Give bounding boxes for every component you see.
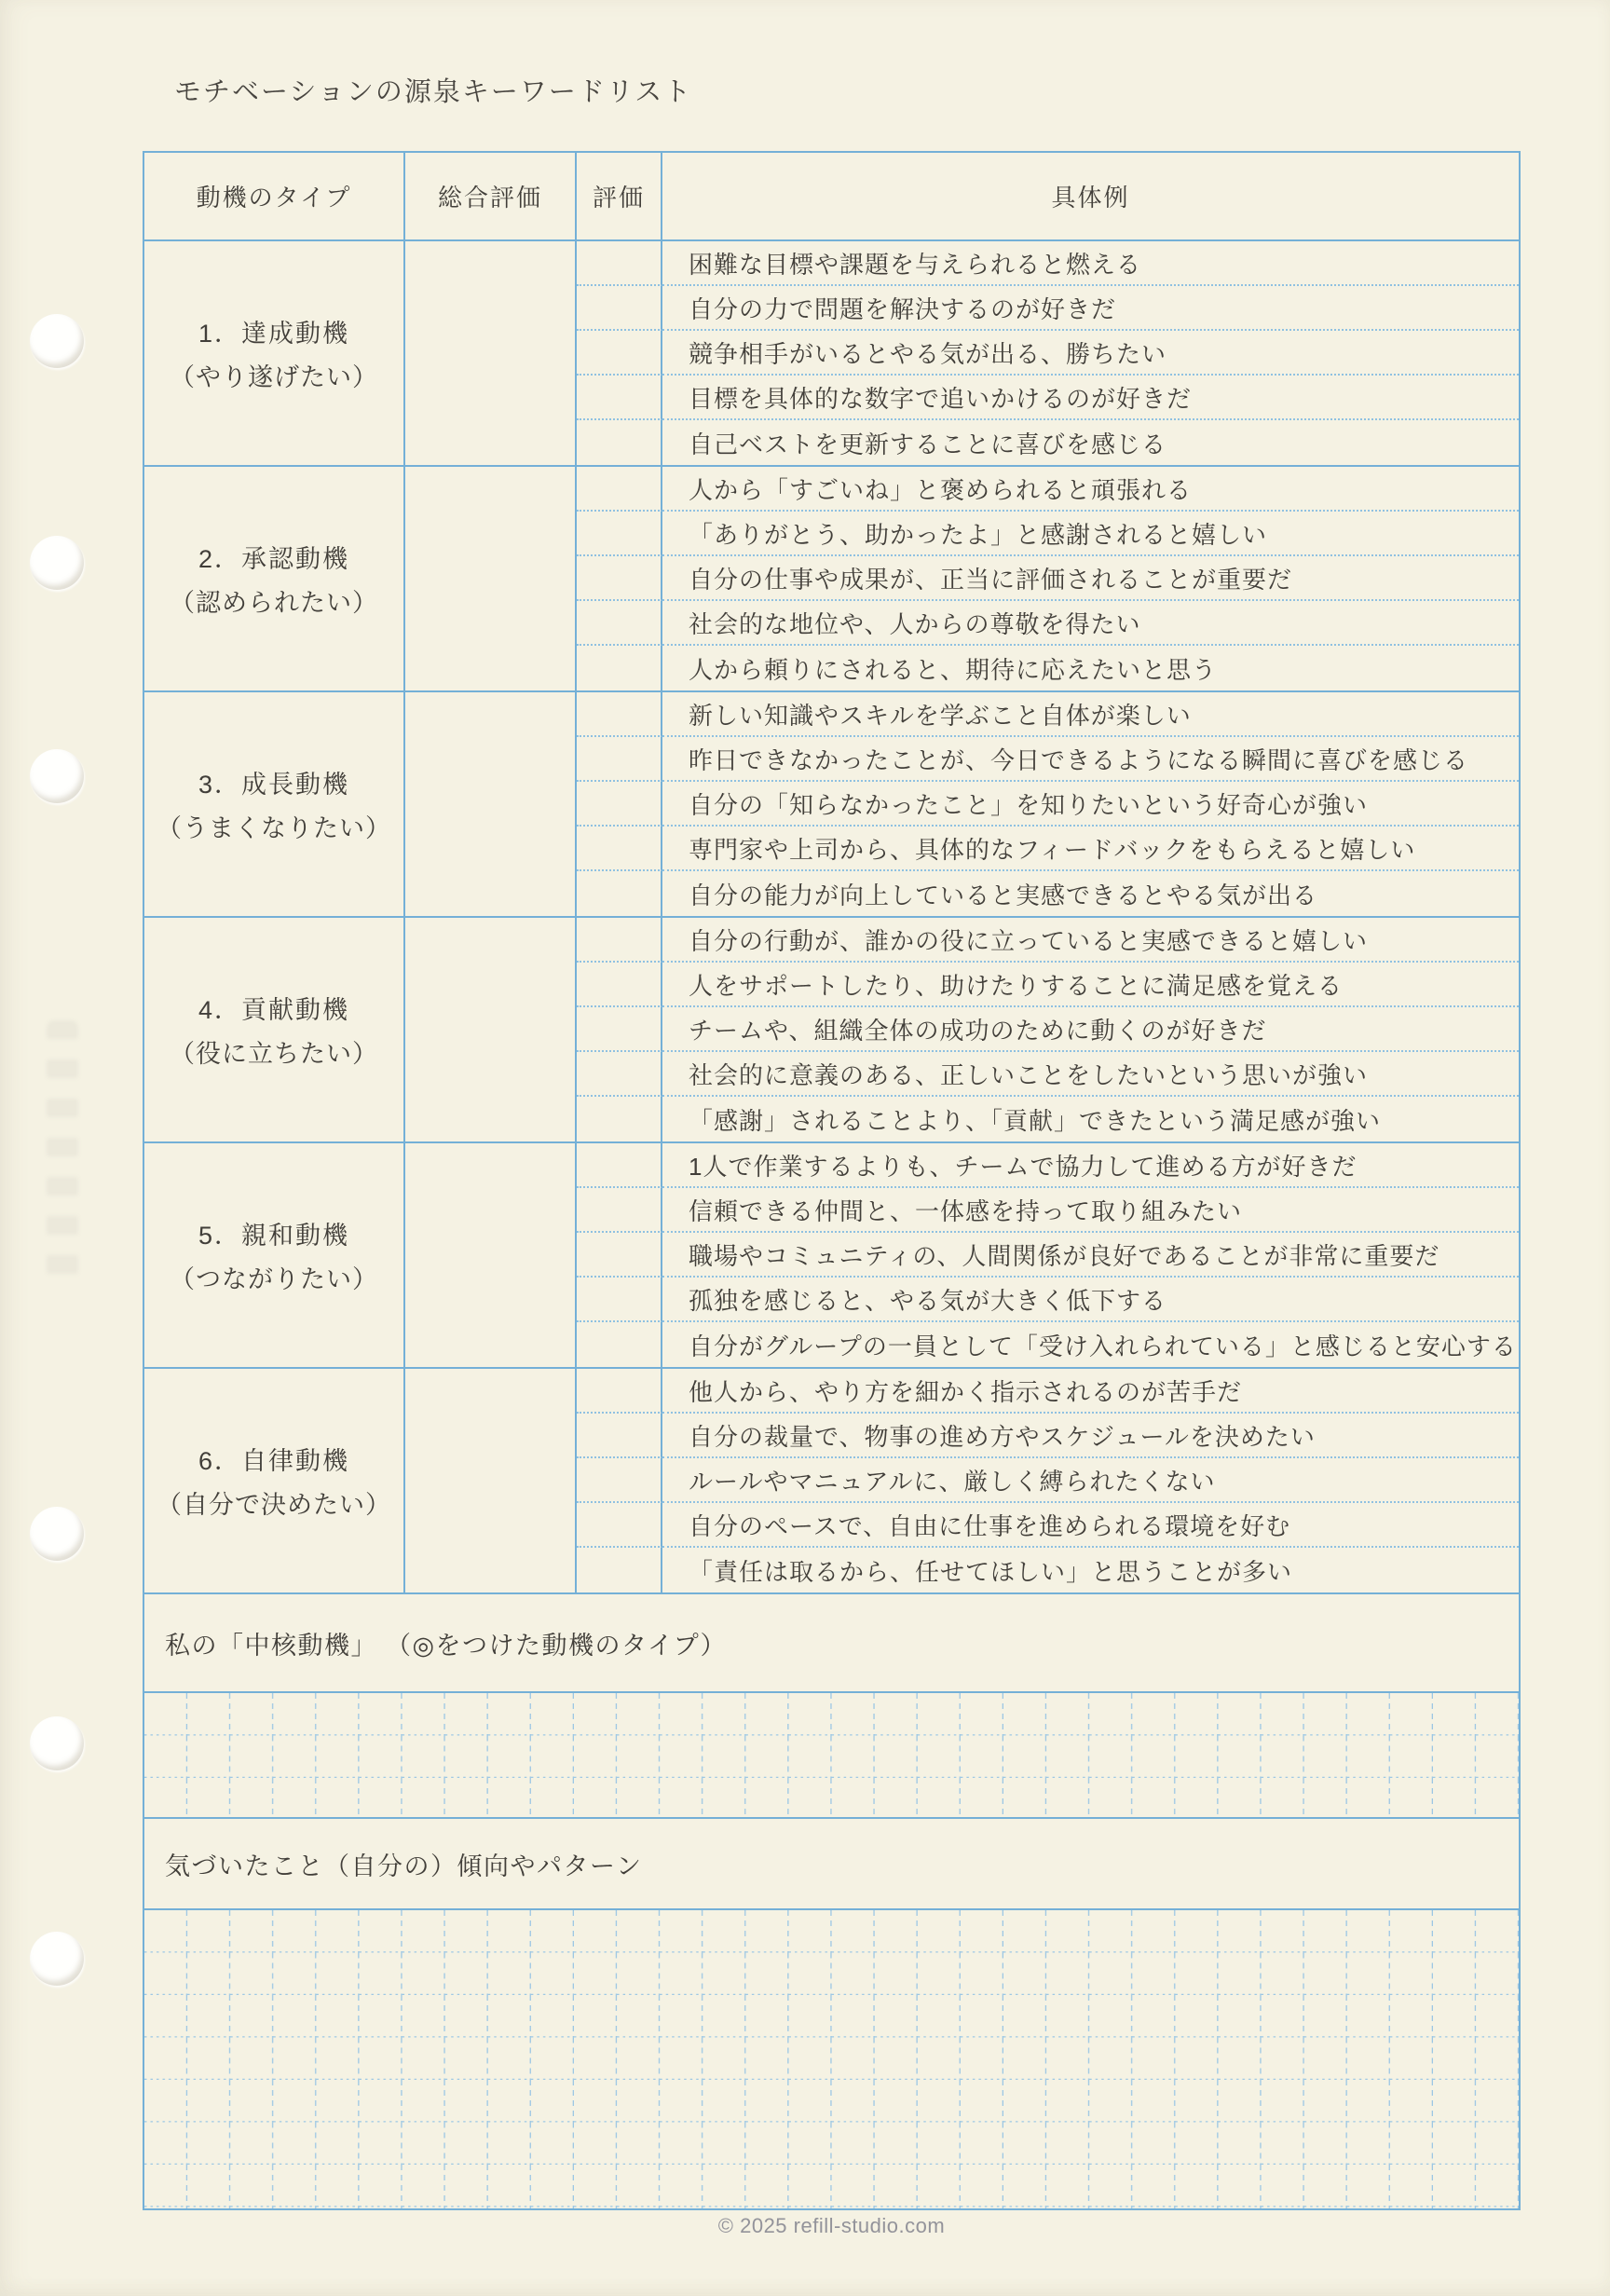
motivation-type-label: 5．親和動機 — [198, 1222, 350, 1250]
motivation-type-cell — [144, 692, 405, 916]
rating-cell — [577, 1322, 662, 1367]
example-text: 目標を具体的な数字で追いかけるのが好きだ — [662, 376, 1519, 420]
motivation-section — [144, 241, 1519, 467]
example-text: ルールやマニュアルに、厳しく縛られたくない — [662, 1458, 1519, 1503]
rating-cell — [577, 827, 662, 871]
rating-cell — [577, 963, 662, 1007]
notes-writing-grid — [144, 1910, 1519, 2208]
example-text: 自分の能力が向上していると実感できるとやる気が出る — [689, 881, 1318, 909]
example-text: 専門家や上司から、具体的なフィードバックをもらえると嬉しい — [662, 827, 1519, 871]
rating-cell — [577, 692, 662, 737]
example-text: 新しい知識やスキルを学ぶこと自体が楽しい — [662, 692, 1519, 737]
example-text: 競争相手がいるとやる気が出る、勝ちたい — [662, 331, 1519, 376]
example-text: 自分の仕事や成果が、正当に評価されることが重要だ — [662, 556, 1519, 601]
motivation-type-label: 4．貢献動機 — [198, 996, 350, 1024]
overall-rating-cell — [405, 1143, 577, 1367]
example-text: 自分がグループの一員として「受け入れられている」と感じると安心する — [689, 1332, 1517, 1360]
example-text: 自分のペースで、自由に仕事を進められる環境を好む — [662, 1503, 1519, 1548]
rating-cell — [577, 1278, 662, 1322]
punch-hole — [30, 1507, 84, 1561]
rating-cell — [577, 1188, 662, 1233]
motivation-type-cell — [144, 918, 405, 1141]
rating-cell — [577, 1458, 662, 1503]
table-header-row — [144, 153, 1519, 241]
rating-cell — [577, 556, 662, 601]
rating-cell — [577, 512, 662, 556]
ink-showthrough-marks — [47, 1020, 78, 1291]
example-text: 昨日できなかったことが、今日できるようになる瞬間に喜びを感じる — [662, 737, 1519, 782]
example-text: 社会的に意義のある、正しいことをしたいという思いが強い — [662, 1052, 1519, 1097]
motivation-type-label: 3．成長動機 — [198, 771, 350, 799]
rating-cell — [577, 1097, 662, 1141]
motivation-type-reading: （やり遂げたい） — [170, 363, 378, 391]
rating-cell — [577, 1503, 662, 1548]
motivation-type-cell — [144, 241, 405, 465]
example-text: 社会的な地位や、人からの尊敬を得たい — [662, 601, 1519, 646]
rating-cell — [577, 1369, 662, 1414]
overall-rating-cell — [405, 918, 577, 1141]
rating-cell — [577, 1052, 662, 1097]
overall-rating-cell — [405, 1369, 577, 1592]
example-text: 人から頼りにされると、期待に応えたいと思う — [689, 655, 1218, 684]
motivation-type-reading: （つながりたい） — [170, 1265, 378, 1293]
example-text: 他人から、やり方を細かく指示されるのが苦手だ — [662, 1369, 1519, 1414]
example-text: 困難な目標や課題を与えられると燃える — [662, 241, 1519, 286]
notes-row: 気づいたこと（自分の）傾向やパターン — [144, 1819, 1519, 1910]
header-rating: 評価 — [577, 153, 662, 239]
example-text: 自分の力で問題を解決するのが好きだ — [662, 286, 1519, 331]
example-text: 自分の「知らなかったこと」を知りたいという好奇心が強い — [662, 782, 1519, 827]
motivation-type-cell — [144, 1369, 405, 1592]
rating-cell — [577, 241, 662, 286]
motivation-type-reading: （認められたい） — [170, 589, 378, 617]
overall-rating-cell — [405, 692, 577, 916]
punch-hole — [30, 1716, 84, 1770]
example-text: 「感謝」されることより、「貢献」できたという満足感が強い — [689, 1106, 1382, 1135]
rating-cell — [577, 737, 662, 782]
motivation-type-label: 2．承認動機 — [198, 545, 350, 573]
motivation-section — [144, 467, 1519, 692]
example-text: 自分の裁量で、物事の進め方やスケジュールを決めたい — [662, 1414, 1519, 1458]
motivation-section — [144, 1143, 1519, 1369]
example-text: 人をサポートしたり、助けたりすることに満足感を覚える — [662, 963, 1519, 1007]
punch-hole — [30, 1932, 84, 1986]
header-examples: 具体例 — [1051, 184, 1130, 212]
rating-cell — [577, 1548, 662, 1592]
motivation-section — [144, 918, 1519, 1143]
example-text: 孤独を感じると、やる気が大きく低下する — [662, 1278, 1519, 1322]
copyright-footer: © 2025 refill-studio.com — [717, 2214, 946, 2237]
rating-cell — [577, 1143, 662, 1188]
rating-cell — [577, 467, 662, 512]
motivation-type-cell — [144, 1143, 405, 1367]
table-body — [144, 241, 1519, 1594]
overall-rating-cell — [405, 467, 577, 690]
rating-cell — [577, 420, 662, 465]
example-text: 1人で作業するよりも、チームで協力して進める方が好きだ — [662, 1143, 1519, 1188]
motivation-type-reading: （役に立ちたい） — [170, 1040, 378, 1068]
rating-cell — [577, 871, 662, 916]
overall-rating-cell — [405, 241, 577, 465]
rating-cell — [577, 918, 662, 963]
motivation-section — [144, 1369, 1519, 1594]
punch-hole — [30, 536, 84, 590]
rating-cell — [577, 1414, 662, 1458]
motivation-type-reading: （うまくなりたい） — [157, 814, 391, 842]
rating-cell — [577, 286, 662, 331]
motivation-section — [144, 692, 1519, 918]
header-motivation-type: 動機のタイプ — [144, 153, 405, 239]
example-text: 信頼できる仲間と、一体感を持って取り組みたい — [662, 1188, 1519, 1233]
example-text: チームや、組織全体の成功のために動くのが好きだ — [662, 1007, 1519, 1052]
motivation-type-cell — [144, 467, 405, 690]
punch-hole — [30, 749, 84, 803]
rating-cell — [577, 376, 662, 420]
example-text: 「ありがとう、助かったよ」と感謝されると嬉しい — [662, 512, 1519, 556]
rating-cell — [577, 601, 662, 646]
example-text: 自分の行動が、誰かの役に立っていると実感できると嬉しい — [662, 918, 1519, 963]
core-motive-writing-grid — [144, 1693, 1519, 1819]
motivation-type-label: 6．自律動機 — [198, 1447, 350, 1475]
page-title: モチベーションの源泉キーワードリスト — [174, 77, 693, 107]
rating-cell — [577, 1007, 662, 1052]
rating-cell — [577, 782, 662, 827]
example-text: 「責任は取るから、任せてほしい」と思うことが多い — [689, 1557, 1293, 1586]
header-overall-rating: 総合評価 — [405, 153, 577, 239]
core-motive-row: 私の「中核動機」 （◎をつけた動機のタイプ） — [144, 1594, 1519, 1693]
grid-paper-pattern — [144, 1910, 1519, 2208]
grid-paper-pattern — [144, 1693, 1519, 1817]
example-text: 自己ベストを更新することに喜びを感じる — [689, 430, 1167, 458]
rating-cell — [577, 331, 662, 376]
motivation-table — [143, 151, 1521, 2210]
motivation-type-reading: （自分で決めたい） — [157, 1491, 391, 1519]
rating-cell — [577, 646, 662, 690]
rating-cell — [577, 1233, 662, 1278]
example-text: 職場やコミュニティの、人間関係が良好であることが非常に重要だ — [662, 1233, 1519, 1278]
motivation-type-label: 1．達成動機 — [198, 320, 350, 348]
example-text: 人から「すごいね」と褒められると頑張れる — [662, 467, 1519, 512]
punch-hole — [30, 314, 84, 368]
